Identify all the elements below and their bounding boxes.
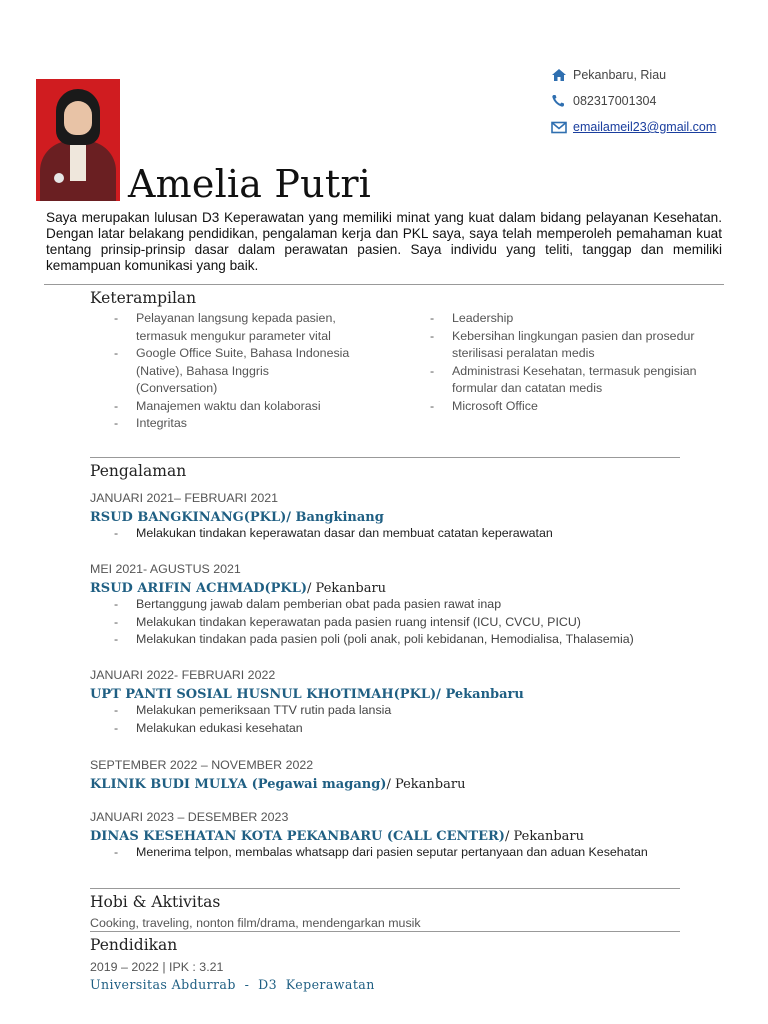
org-location: / Pekanbaru <box>307 581 387 596</box>
skill-item: - Integritas <box>90 415 352 433</box>
experience-date: SEPTEMBER 2022 – NOVEMBER 2022 <box>90 758 314 772</box>
contact-location <box>551 66 716 84</box>
experience-bullets <box>90 702 730 737</box>
phone-text: 082317001304 <box>573 94 657 108</box>
list-item: - Melakukan tindakan keperawatan dasar dan membuat catatan keperawatan <box>90 525 730 543</box>
experience-date: JANUARI 2022- FEBRUARI 2022 <box>90 668 276 682</box>
hobbies-text: Cooking, traveling, nonton film/drama, mendengarkan musik <box>90 916 421 930</box>
skill-item: - Kebersihan lingkungan pasien dan prosedur sterilisasi peralatan medis <box>406 328 706 363</box>
experience-org <box>90 687 730 702</box>
divider <box>90 931 680 932</box>
list-item: - Melakukan tindakan keperawatan pada pasien ruang intensif (ICU, CVCU, PICU) <box>90 614 730 632</box>
experience-item <box>90 810 730 862</box>
skill-item: - Google Office Suite, Bahasa Indonesia (Native), Bahasa Inggris (Conversation) <box>90 345 352 398</box>
org-name: RSUD ARIFIN ACHMAD(PKL) <box>90 581 308 596</box>
experience-title: Pengalaman <box>90 462 187 480</box>
skill-item: - Administrasi Kesehatan, termasuk pengisian formular dan catatan medis <box>406 363 706 398</box>
skill-item: - Manajemen waktu dan kolaborasi <box>90 398 352 416</box>
email-link[interactable]: emailameil23@gmail.com <box>573 120 717 134</box>
skill-item: - Leadership <box>406 310 706 328</box>
experience-item <box>90 491 730 543</box>
experience-org <box>90 829 730 844</box>
summary-paragraph: Saya merupakan lulusan D3 Keperawatan yang memiliki minat yang kuat dalam bidang pelayanan Kesehatan. Dengan latar belakang pendidikan, pengalaman kerja dan PKL saya, saya telah memperoleh pemahaman kuat tentang prinsip-prinsip dasar dalam perawatan pasien. Saya individu yang teliti, tanggap dan memiliki kemampuan komunikasi yang baik. <box>46 210 722 273</box>
org-location: / Pekanbaru <box>386 777 466 792</box>
skill-item: - Microsoft Office <box>406 398 706 416</box>
list-item: - Melakukan tindakan pada pasien poli (poli anak, poli kebidanan, Hemodialisa, Thalasemia) <box>90 631 730 649</box>
experience-date: JANUARI 2023 – DESEMBER 2023 <box>90 810 289 824</box>
education-title: Pendidikan <box>90 936 178 954</box>
phone-icon <box>551 94 567 108</box>
home-icon <box>551 68 567 82</box>
contact-email <box>551 118 716 136</box>
org-name: UPT PANTI SOSIAL HUSNUL KHOTIMAH(PKL) <box>90 687 437 702</box>
experience-bullets <box>90 596 730 649</box>
experience-item <box>90 562 730 649</box>
experience-org <box>90 510 730 525</box>
education-meta: 2019 – 2022 | IPK : 3.21 <box>90 960 224 974</box>
org-location: / Bangkinang <box>286 510 384 525</box>
org-location: / Pekanbaru <box>436 687 524 702</box>
contact-phone <box>551 92 716 110</box>
experience-org <box>90 581 730 596</box>
org-name: DINAS KESEHATAN KOTA PEKANBARU (CALL CENTER) <box>90 829 505 844</box>
profile-photo <box>36 79 120 201</box>
org-name: RSUD BANGKINANG(PKL) <box>90 510 287 525</box>
list-item: - Melakukan pemeriksaan TTV rutin pada lansia <box>90 702 730 720</box>
education-school: Universitas Abdurrab - D3 Keperawatan <box>90 977 375 992</box>
experience-bullets <box>90 844 730 862</box>
skills-list-left <box>90 310 352 433</box>
list-item: - Melakukan edukasi kesehatan <box>90 720 730 738</box>
divider <box>44 284 724 285</box>
location-text: Pekanbaru, Riau <box>573 68 667 82</box>
experience-bullets <box>90 525 730 543</box>
experience-date: MEI 2021- AGUSTUS 2021 <box>90 562 241 576</box>
skills-title: Keterampilan <box>90 289 197 307</box>
list-item: - Menerima telpon, membalas whatsapp dari pasien seputar pertanyaan dan aduan Kesehatan <box>90 844 730 862</box>
experience-item <box>90 668 730 737</box>
list-item: - Bertanggung jawab dalam pemberian obat pada pasien rawat inap <box>90 596 730 614</box>
experience-item <box>90 758 730 792</box>
hobbies-title: Hobi & Aktivitas <box>90 893 221 911</box>
org-location: / Pekanbaru <box>504 829 584 844</box>
skill-item: - Pelayanan langsung kepada pasien, termasuk mengukur parameter vital <box>90 310 352 345</box>
experience-date: JANUARI 2021– FEBRUARI 2021 <box>90 491 279 505</box>
skills-list-right <box>406 310 706 415</box>
divider <box>90 457 680 458</box>
candidate-name: Amelia Putri <box>128 162 372 206</box>
divider <box>90 888 680 889</box>
experience-org <box>90 777 730 792</box>
contact-block <box>551 66 716 136</box>
mail-icon <box>551 120 567 134</box>
org-name: KLINIK BUDI MULYA (Pegawai magang) <box>90 777 387 792</box>
